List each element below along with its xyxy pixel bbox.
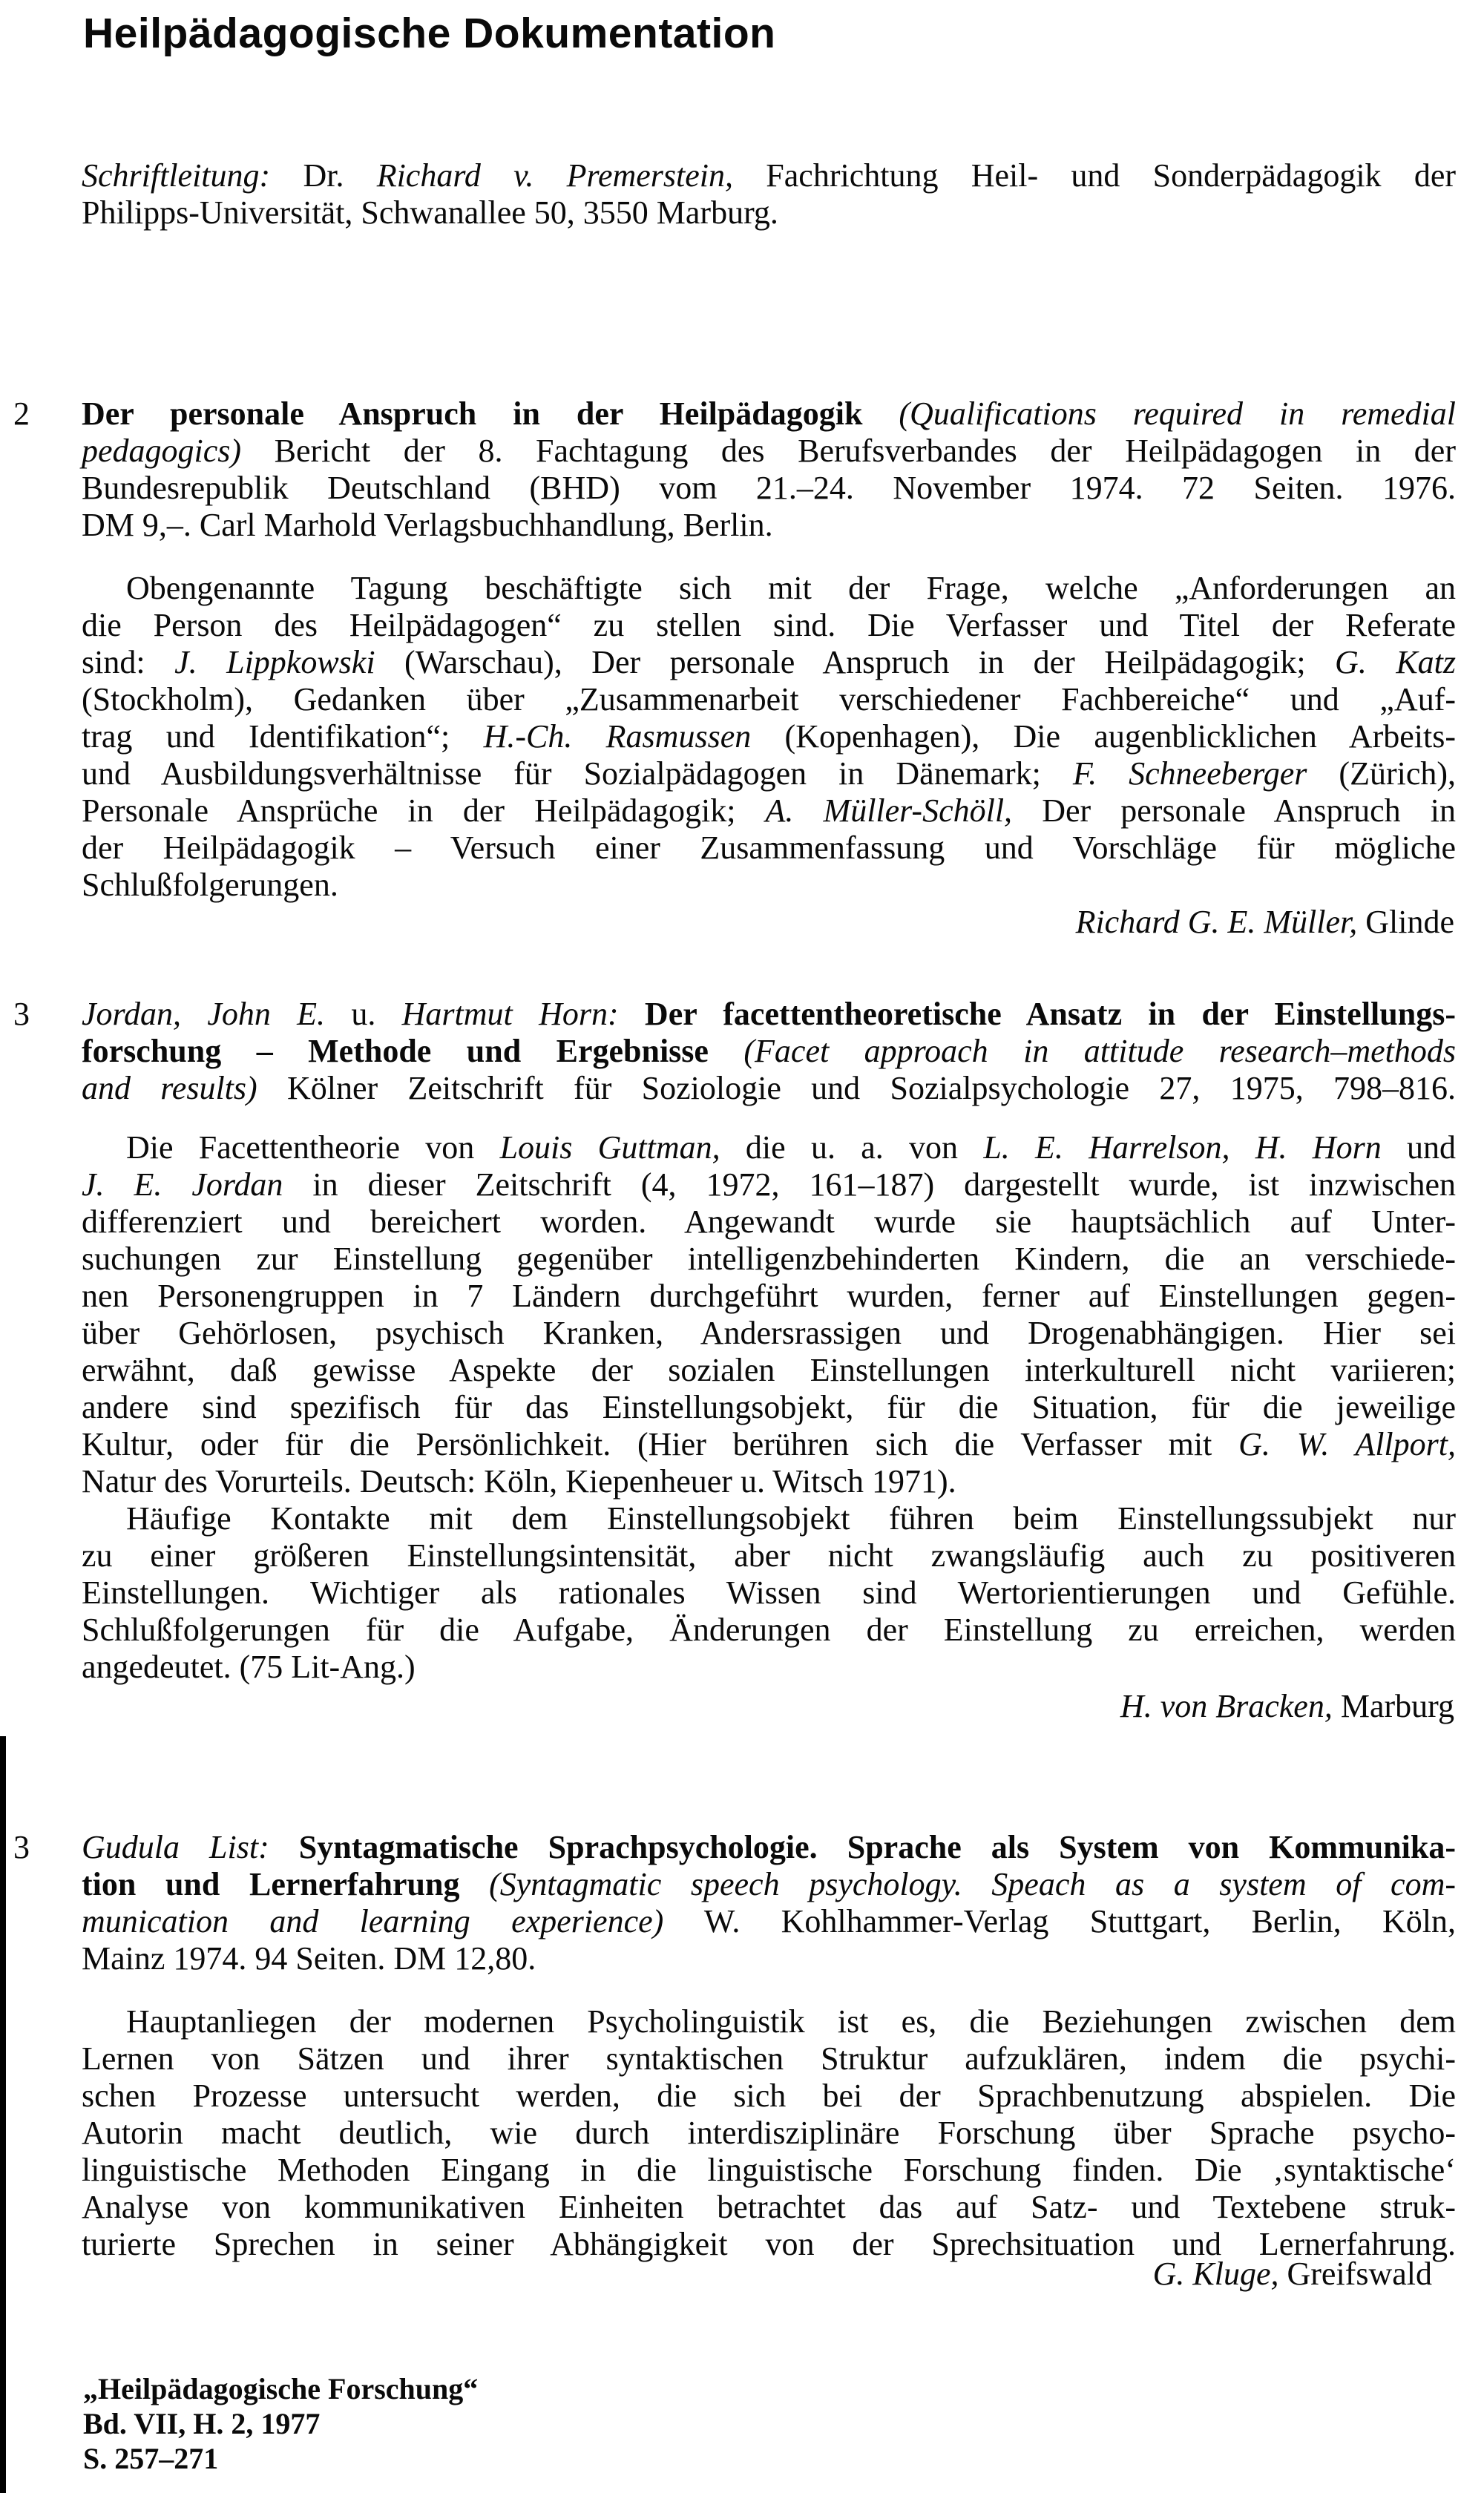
text-run: DM 9,–. Carl Marhold Verlagsbuchhandlung, Berlin. [82, 507, 773, 543]
text-run: erwähnt, daß gewisse Aspekte der sozialen Einstellungen interkulturell nicht variieren; [82, 1352, 1456, 1388]
italic-run: Jordan, John E. [82, 996, 326, 1032]
entry-number: 2 [13, 395, 30, 432]
text-run: W. Kohlhammer-Verlag Stuttgart, Berlin, Köln, [663, 1903, 1456, 1939]
italic-run: G. Katz [1335, 644, 1457, 680]
text-line [82, 194, 1456, 231]
text-line [82, 718, 1456, 755]
entry-abstract [82, 2003, 1456, 2263]
entry-citation [82, 1829, 1456, 1977]
entry-citation [82, 395, 1456, 544]
italic-run: L. E. Harrelson, H. Horn [983, 1129, 1382, 1166]
text-line [82, 2003, 1456, 2040]
text-run: Schlußfolgerungen für die Aufgabe, Änderungen der Einstellung zu erreichen, werden [82, 1612, 1456, 1648]
italic-run: Louis Guttman, [499, 1129, 720, 1166]
editorial-note [82, 157, 1456, 231]
page-title: Heilpädagogische Dokumentation [83, 10, 776, 57]
text-run: (Warschau), Der personale Anspruch in der Heilpädagogik; [375, 644, 1336, 680]
italic-run: munication and learning experience) [82, 1903, 664, 1939]
text-run: die u. a. von [720, 1129, 984, 1166]
text-line [82, 1278, 1456, 1315]
text-line [82, 2115, 1456, 2152]
text-line [82, 644, 1456, 681]
text-run: Einstellungen. Wichtiger als rationales Wissen sind Wertorientierungen und Gefühle. [82, 1574, 1456, 1611]
text-run: über Gehörlosen, psychisch Kranken, Andersrassigen und Drogenabhängigen. Hier sei [82, 1315, 1456, 1351]
text-line [82, 1203, 1456, 1241]
italic-run: and results) [82, 1070, 257, 1106]
journal-footer [83, 2371, 478, 2476]
text-line [82, 470, 1456, 507]
text-run: und Ausbildungsverhältnisse für Sozialpädagogen in Dänemark; [82, 755, 1073, 792]
text-run: sind: [82, 644, 175, 680]
text-run: Lernen von Sätzen und ihrer syntaktischen Struktur aufzuklären, indem die psychi- [82, 2040, 1456, 2077]
text-line [82, 395, 1456, 433]
text-line [82, 1500, 1456, 1537]
reviewer-place: Greifswald [1278, 2256, 1432, 2292]
italic-run: pedagogics) [82, 433, 242, 469]
reviewer-name: G. Kluge, [1152, 2256, 1279, 2292]
text-line [82, 1426, 1456, 1463]
text-run: u. [325, 996, 402, 1032]
text-line [82, 1940, 1456, 1977]
text-line [82, 755, 1456, 792]
text-run: zu einer größeren Einstellungsintensität, aber nicht zwangsläufig auch zu positiveren [82, 1537, 1456, 1574]
text-line [82, 830, 1456, 867]
text-run: nen Personengruppen in 7 Ländern durchgeführt wurden, ferner auf Einstellungen gegen- [82, 1278, 1456, 1314]
reviewer-place: Marburg [1332, 1688, 1454, 1724]
text-run: differenziert und bereichert worden. Angewandt wurde sie hauptsächlich auf Unter- [82, 1203, 1456, 1240]
text-run: Kultur, oder für die Persönlichkeit. (Hier berühren sich die Verfasser mit [82, 1426, 1239, 1462]
text-run: Der personale Anspruch in [1012, 792, 1456, 829]
reviewer-signature [1153, 2256, 1432, 2293]
text-run: Autorin macht deutlich, wie durch interdisziplinäre Forschung über Sprache psycho- [82, 2115, 1456, 2151]
text-run: trag und Identifikation“; [82, 718, 484, 755]
reviewer-name: Richard G. E. Müller, [1075, 904, 1358, 940]
text-line [82, 1315, 1456, 1352]
text-run: Philipps-Universität, Schwanallee 50, 3550 Marburg. [82, 194, 778, 231]
entry-citation [82, 996, 1456, 1107]
text-run: Schlußfolgerungen. [82, 867, 338, 903]
italic-run: G. W. Allport, [1238, 1426, 1456, 1462]
text-line [82, 507, 1456, 544]
bold-run: Syntagmatische Sprachpsychologie. Sprache als System von Kommunika- [269, 1829, 1456, 1865]
text-line [82, 1129, 1456, 1166]
reviewer-signature [1120, 1688, 1454, 1725]
text-line [82, 1574, 1456, 1612]
text-line [82, 2189, 1456, 2226]
bold-run: Der facettentheoretische Ansatz in der Einstellungs- [618, 996, 1456, 1032]
text-line [82, 1612, 1456, 1649]
text-line [82, 1537, 1456, 1574]
text-line [82, 1352, 1456, 1389]
reviewer-place: Glinde [1357, 904, 1454, 940]
text-line [82, 1033, 1456, 1070]
text-run: angedeutet. (75 Lit-Ang.) [82, 1649, 416, 1685]
text-run: Kölner Zeitschrift für Soziologie und Sozialpsychologie 27, 1975, 798–816. [257, 1070, 1457, 1106]
bold-run: Der personale Anspruch in der Heilpädagogik [82, 395, 899, 432]
text-run: andere sind spezifisch für das Einstellungsobjekt, für die Situation, für die jeweilige [82, 1389, 1456, 1425]
text-run: (Zürich), [1307, 755, 1457, 792]
text-run: schen Prozesse untersucht werden, die sich bei der Sprachbenutzung abspielen. Die [82, 2078, 1456, 2114]
italic-run: Gudula List: [82, 1829, 269, 1865]
text-line [82, 2152, 1456, 2189]
entry-abstract [82, 570, 1456, 904]
entry-number: 3 [13, 996, 30, 1032]
text-line [82, 867, 1456, 904]
text-line [82, 996, 1456, 1033]
bold-run: forschung – Methode und Ergebnisse [82, 1033, 744, 1069]
text-run: und [1381, 1129, 1456, 1166]
entry-abstract [82, 1129, 1456, 1686]
text-line [82, 681, 1456, 718]
reviewer-name: H. von Bracken, [1120, 1688, 1333, 1724]
italic-run: A. Müller-Schöll, [765, 792, 1013, 829]
text-line [82, 1241, 1456, 1278]
text-run: Hauptanliegen der modernen Psycholinguistik ist es, die Beziehungen zwischen dem [126, 2003, 1456, 2040]
text-line [82, 1166, 1456, 1203]
italic-run: (Qualifications required in remedial [899, 395, 1456, 432]
italic-run: Hartmut Horn: [401, 996, 619, 1032]
text-line [82, 2040, 1456, 2078]
text-line [82, 157, 1456, 194]
text-run: (Kopenhagen), Die augenblicklichen Arbeits- [751, 718, 1456, 755]
text-line [82, 1903, 1456, 1940]
entry-number: 3 [13, 1829, 30, 1865]
text-run: Die Facettentheorie von [126, 1129, 500, 1166]
text-run: Dr. [270, 157, 377, 194]
text-run: Bericht der 8. Fachtagung des Berufsverbandes der Heilpädagogen in der [241, 433, 1456, 469]
text-line [82, 1463, 1456, 1500]
text-run: suchungen zur Einstellung gegenüber intelligenzbehinderten Kindern, die an verschiede- [82, 1241, 1456, 1277]
italic-run: Schriftleitung: [82, 157, 271, 194]
text-run: der Heilpädagogik – Versuch einer Zusammenfassung und Vorschläge für mögliche [82, 830, 1456, 866]
scan-edge-bar [0, 1736, 6, 2493]
text-run: Natur des Vorurteils. Deutsch: Köln, Kiepenheuer u. Witsch 1971). [82, 1463, 956, 1500]
bold-run: tion und Lernerfahrung [82, 1866, 490, 1902]
text-run: Mainz 1974. 94 Seiten. DM 12,80. [82, 1940, 536, 1977]
italic-run: (Syntagmatic speech psychology. Speach as a system of com- [489, 1866, 1456, 1902]
text-run: Analyse von kommunikativen Einheiten betrachtet das auf Satz- und Textebene struk- [82, 2189, 1456, 2225]
text-run: linguistische Methoden Eingang in die linguistische Forschung finden. Die ‚syntaktische‘ [82, 2152, 1456, 2188]
text-run: Fachrichtung Heil- und Sonderpädagogik der [733, 157, 1456, 194]
text-run: Bundesrepublik Deutschland (BHD) vom 21.–24. November 1974. 72 Seiten. 1976. [82, 470, 1456, 506]
text-run: Obengenannte Tagung beschäftigte sich mit der Frage, welche „Anforderungen an [126, 570, 1456, 606]
footer-journal: „Heilpädagogische Forschung“ [83, 2372, 479, 2405]
text-run: die Person des Heilpädagogen“ zu stellen sind. Die Verfasser und Titel der Referate [82, 607, 1456, 643]
text-line [82, 607, 1456, 644]
text-run: Personale Ansprüche in der Heilpädagogik; [82, 792, 766, 829]
text-line [82, 1866, 1456, 1903]
italic-run: (Facet approach in attitude research–methods [743, 1033, 1457, 1069]
text-line [82, 433, 1456, 470]
italic-run: Richard v. Premerstein, [376, 157, 734, 194]
reviewer-signature [1076, 904, 1454, 941]
text-run: turierte Sprechen in seiner Abhängigkeit von der Sprechsituation und Lernerfahrung. [82, 2226, 1456, 2262]
footer-volume: Bd. VII, H. 2, 1977 [83, 2407, 321, 2440]
text-line [82, 1070, 1456, 1107]
text-line [82, 792, 1456, 830]
text-run: Häufige Kontakte mit dem Einstellungsobjekt führen beim Einstellungssubjekt nur [126, 1500, 1456, 1537]
italic-run: H.-Ch. Rasmussen [483, 718, 752, 755]
italic-run: F. Schneeberger [1072, 755, 1307, 792]
text-line [82, 1649, 1456, 1686]
italic-run: J. E. Jordan [82, 1166, 283, 1203]
text-line [82, 1829, 1456, 1866]
footer-pages: S. 257–271 [83, 2442, 219, 2475]
text-run: in dieser Zeitschrift (4, 1972, 161–187) dargestellt wurde, ist inzwischen [283, 1166, 1456, 1203]
text-line [82, 1389, 1456, 1426]
text-line [82, 2078, 1456, 2115]
italic-run: J. Lippkowski [174, 644, 375, 680]
text-run: (Stockholm), Gedanken über „Zusammenarbeit verschiedener Fachbereiche“ und „Auf- [82, 681, 1456, 717]
text-line [82, 570, 1456, 607]
